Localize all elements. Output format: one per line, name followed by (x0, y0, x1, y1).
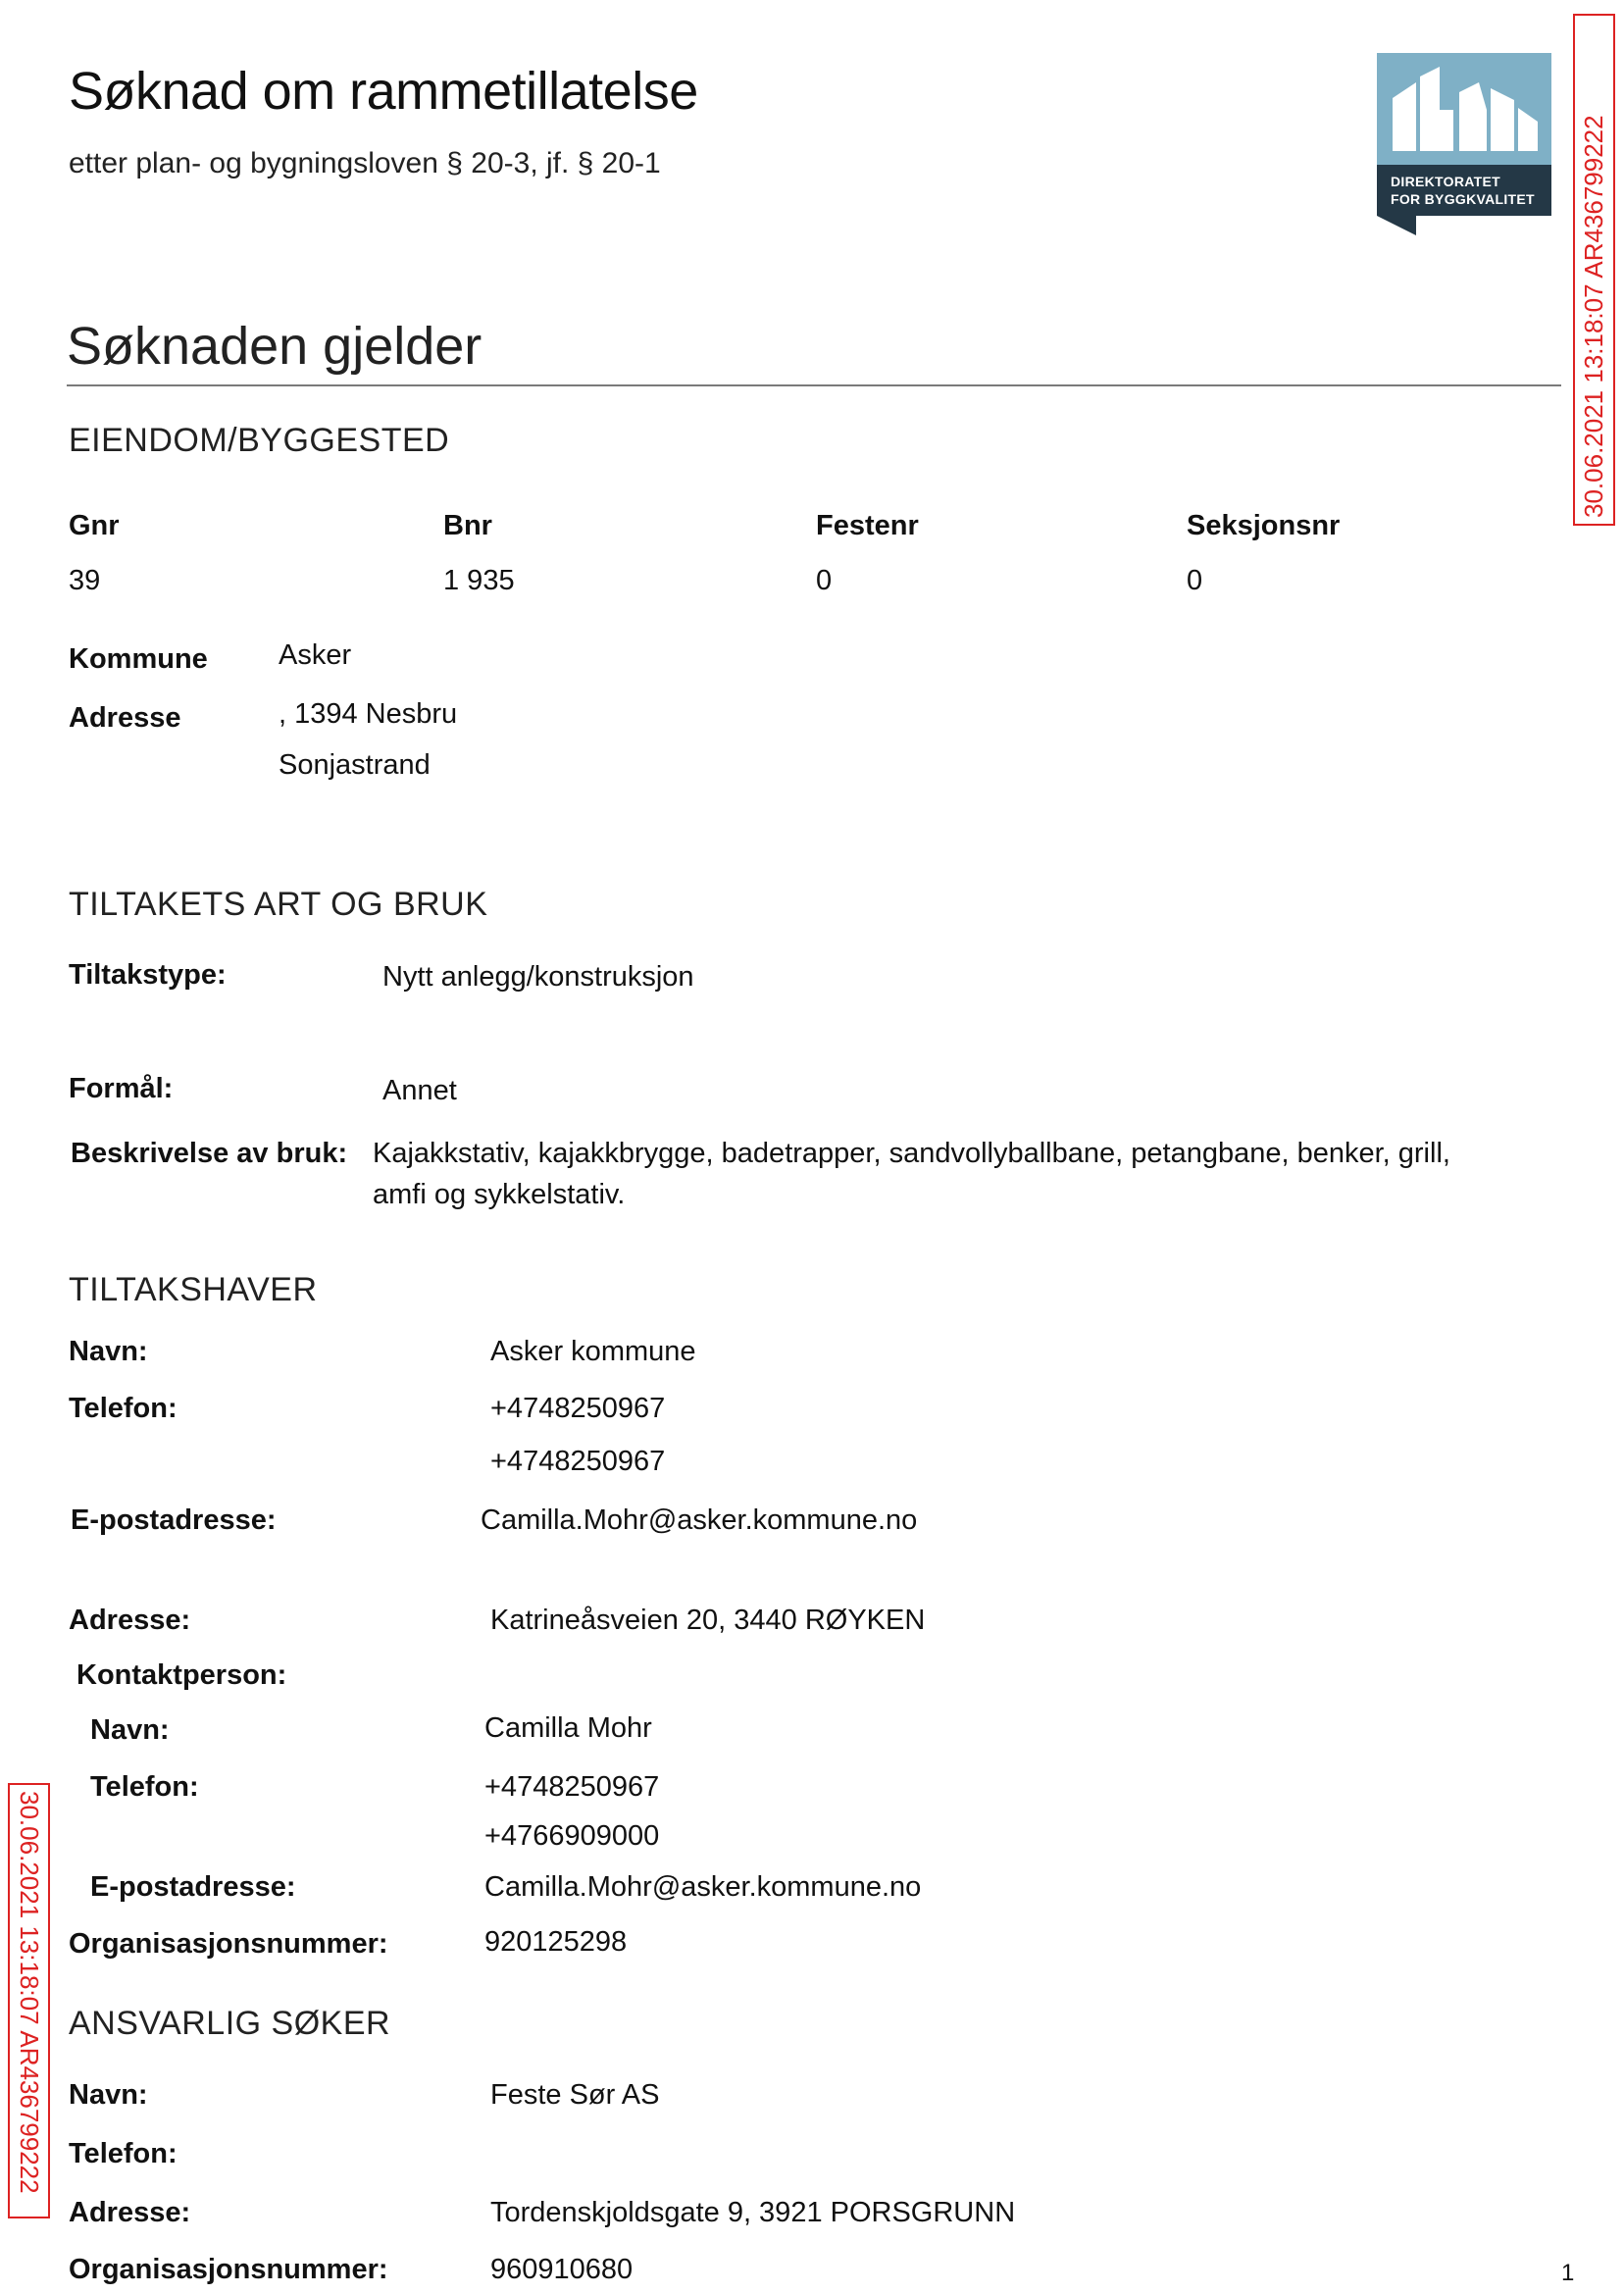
logo-text-band (1377, 165, 1551, 216)
heading-divider (67, 384, 1561, 386)
tiltakshaver-org-label: Organisasjonsnummer: (69, 1928, 388, 1960)
formal-label: Formål: (69, 1073, 174, 1104)
adresse-line2: Sonjastrand (279, 749, 431, 781)
beskrivelse-line2: amfi og sykkelstativ. (373, 1179, 626, 1210)
tiltakshaver-navn-label: Navn: (69, 1336, 148, 1367)
tiltakshaver-adresse-label: Adresse: (69, 1605, 191, 1636)
kontakt-navn-label: Navn: (90, 1714, 170, 1746)
adresse-label: Adresse (69, 702, 181, 734)
kommune-label: Kommune (69, 643, 208, 675)
document-subtitle: etter plan- og bygningsloven § 20-3, jf. § 20-1 (69, 147, 661, 179)
adresse-line1: , 1394 Nesbru (279, 698, 458, 730)
ansvarlig-navn-value: Feste Sør AS (490, 2079, 660, 2111)
section-eiendom-heading: EIENDOM/BYGGESTED (69, 422, 450, 459)
logo-text-line1: DIREKTORATET (1391, 174, 1500, 189)
tiltakshaver-epost-value: Camilla.Mohr@asker.kommune.no (481, 1504, 918, 1536)
gnr-label: Gnr (69, 510, 120, 541)
gnr-value: 39 (69, 565, 101, 596)
seksjonsnr-label: Seksjonsnr (1187, 510, 1341, 541)
page-number: 1 (1561, 2260, 1575, 2286)
kontakt-epost-label: E-postadresse: (90, 1871, 296, 1903)
section-ansvarlig-heading: ANSVARLIG SØKER (69, 2005, 391, 2042)
tiltakshaver-telefon-value2: +4748250967 (490, 1446, 666, 1477)
tiltakshaver-epost-label: E-postadresse: (71, 1504, 277, 1536)
festenr-value: 0 (816, 565, 833, 596)
tiltakshaver-navn-value: Asker kommune (490, 1336, 696, 1367)
kommune-value: Asker (279, 639, 352, 671)
kontakt-telefon-value2: +4766909000 (484, 1820, 660, 1852)
section-tiltak-heading: TILTAKETS ART OG BRUK (69, 886, 488, 923)
bnr-label: Bnr (443, 510, 492, 541)
dibk-logo (1377, 53, 1551, 241)
logo-text-line2: FOR BYGGKVALITET (1391, 191, 1535, 207)
document-title: Søknad om rammetillatelse (69, 62, 698, 121)
kontakt-epost-value: Camilla.Mohr@asker.kommune.no (484, 1871, 922, 1903)
festenr-label: Festenr (816, 510, 919, 541)
logo-buildings-icon (1377, 53, 1551, 165)
tiltakshaver-telefon-value1: +4748250967 (490, 1393, 666, 1424)
ansvarlig-adresse-value: Tordenskjoldsgate 9, 3921 PORSGRUNN (490, 2197, 1016, 2228)
logo-flag-icon (1377, 216, 1416, 235)
ansvarlig-org-label: Organisasjonsnummer: (69, 2254, 388, 2285)
ansvarlig-org-value: 960910680 (490, 2254, 634, 2285)
timestamp-stamp-left: 30.06.2021 13:18:07 AR436799222 (8, 1783, 50, 2218)
ansvarlig-telefon-label: Telefon: (69, 2138, 178, 2169)
seksjonsnr-value: 0 (1187, 565, 1203, 596)
tiltakstype-label: Tiltakstype: (69, 959, 227, 991)
kontakt-navn-value: Camilla Mohr (484, 1712, 652, 1744)
section-tiltakshaver-heading: TILTAKSHAVER (69, 1271, 318, 1308)
ansvarlig-adresse-label: Adresse: (69, 2197, 191, 2228)
tiltakshaver-adresse-value: Katrineåsveien 20, 3440 RØYKEN (490, 1605, 926, 1636)
kontakt-telefon-value1: +4748250967 (484, 1771, 660, 1803)
kontaktperson-label: Kontaktperson: (76, 1659, 287, 1691)
tiltakstype-value: Nytt anlegg/konstruksjon (382, 961, 694, 993)
ansvarlig-navn-label: Navn: (69, 2079, 148, 2111)
beskrivelse-label: Beskrivelse av bruk: (71, 1138, 348, 1169)
beskrivelse-line1: Kajakkstativ, kajakkbrygge, badetrapper, sandvollyballbane, petangbane, benker, grill, (373, 1138, 1450, 1169)
logo-graphic (1377, 53, 1551, 165)
section-heading-soknaden: Søknaden gjelder (67, 317, 482, 376)
tiltakshaver-telefon-label: Telefon: (69, 1393, 178, 1424)
tiltakshaver-org-value: 920125298 (484, 1926, 628, 1958)
formal-value: Annet (382, 1075, 457, 1106)
timestamp-stamp-right: 30.06.2021 13:18:07 AR436799222 (1573, 14, 1615, 526)
kontakt-telefon-label: Telefon: (90, 1771, 199, 1803)
bnr-value: 1 935 (443, 565, 515, 596)
